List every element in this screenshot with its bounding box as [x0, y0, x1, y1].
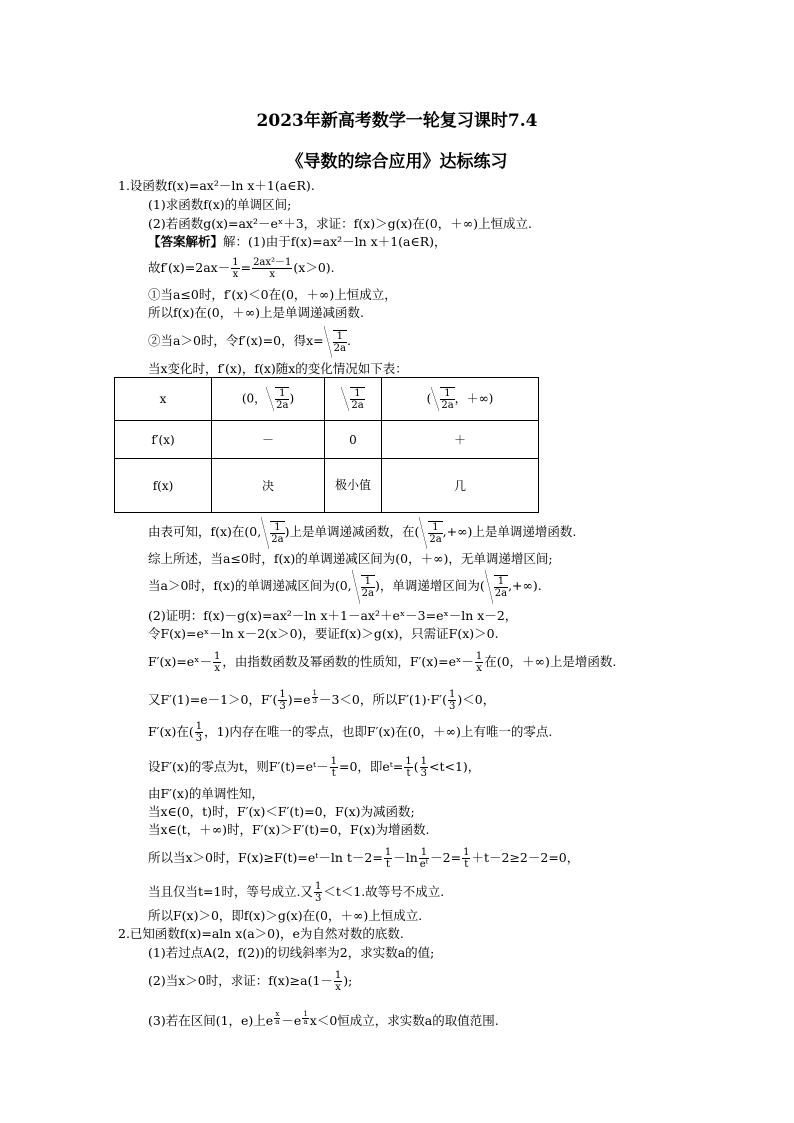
fraction: $\frac{\text{2ax²－1}}{x}$	[253, 257, 292, 280]
answer-tag: 【答案解析】	[148, 234, 224, 249]
f-right: 几	[382, 459, 539, 513]
q1-stem: 1.设函数f(x)=ax²－ln x＋1(a∈R).	[118, 178, 315, 193]
q1-summary3	[148, 569, 542, 604]
q1-proof-c	[148, 647, 616, 677]
text: ,+∞)上是单调递增函数.	[442, 524, 577, 539]
text: 所以当x＞0时，F(x)≥F(t)=eᵗ－ln t－2=	[148, 850, 383, 865]
q1-proof-a: (2)证明：f(x)－g(x)=ax²－ln x＋1－ax²＋eˣ－3=eˣ－ln x－2，	[148, 608, 518, 623]
text: 当且仅当t=1时，等号成立.又	[148, 884, 313, 899]
text: －e	[281, 1013, 302, 1029]
fraction: $\frac{1}{t}$	[405, 756, 412, 779]
sqrt: $\frac{1}{2a}$	[324, 326, 347, 358]
interval-right: ( $\frac{1}{2a}$ ，＋∞)	[382, 378, 539, 421]
fraction: $\frac{1}{x}$	[475, 651, 483, 674]
text: 在(0，＋∞)上是增函数.	[484, 654, 617, 669]
fraction: $\frac{1}{x}$	[213, 651, 221, 674]
text: =	[240, 260, 252, 275]
fraction: $\frac{1}{t}$	[384, 847, 392, 870]
header-fprime: f′(x)	[115, 421, 212, 459]
sqrt: $\frac{1}{2a}$	[352, 570, 375, 604]
text: )=e	[287, 692, 311, 708]
page-subtitle: 《导数的综合应用》达标练习	[286, 152, 508, 172]
text: 又F′(1)=e－1＞0，F′(	[148, 692, 278, 708]
text: )上是单调递减函数，在(	[284, 524, 420, 539]
q1-proof-i: 当x∈(t，＋∞)时，F′(x)＞F′(t)=0，F(x)为增函数.	[148, 822, 430, 837]
interval-left: (0， $\frac{1}{2a}$ )	[212, 378, 325, 421]
q1-proof-d	[148, 682, 495, 715]
variation-table	[114, 377, 539, 513]
text: F′(x)=eˣ－	[148, 654, 212, 669]
f-left: 决	[212, 459, 325, 513]
sqrt: $\frac{1}{2a}$	[419, 517, 442, 549]
answer-text: 解：(1)由于f(x)=ax²－ln x＋1(a∈R)，	[223, 234, 447, 249]
q2-part3	[148, 1003, 499, 1036]
text: x＜0恒成立，求实数a的取值范围.	[309, 1013, 499, 1029]
text: (	[413, 759, 419, 774]
text: 当a＞0时，f(x)的单调递减区间为(0,	[148, 578, 352, 593]
q1-part1: (1)求函数f(x)的单调区间;	[148, 197, 292, 212]
q1-proof-j	[148, 842, 579, 874]
text: (2)当x＞0时，求证：f(x)≥a(1－	[148, 973, 333, 988]
text: (x＞0).	[293, 260, 335, 275]
text: .	[346, 333, 351, 348]
fraction: $\frac{1}{3}$	[420, 756, 427, 779]
sqrt: $\frac{1}{2a}$	[485, 570, 508, 604]
text: );	[343, 973, 353, 988]
text: ，1)内存在唯一的零点，也即F′(x)在(0，＋∞)上有唯一的零点.	[204, 724, 553, 739]
fraction: $\frac{1}{3}$	[279, 689, 286, 713]
text: －ln	[393, 850, 418, 865]
header-x: x	[115, 378, 212, 421]
text: －2=	[430, 850, 462, 865]
q1-proof-f	[148, 752, 480, 782]
text: F′(x)在(	[148, 724, 194, 739]
text: 故f′(x)=2ax－	[148, 260, 231, 275]
critical-point: $\frac{1}{2a}$	[325, 378, 382, 421]
text: ,+∞).	[508, 578, 542, 593]
fraction: $\frac{1}{t}$	[463, 847, 470, 870]
fraction: $\frac{1}{\text{eᵗ}}$	[419, 847, 429, 870]
text: －3＜0，所以F′(1)·F′(	[318, 692, 447, 708]
q1-proof-b: 令F(x)=eˣ－ln x－2(x＞0)，要证f(x)＞g(x)，只需证F(x)＞0.	[148, 626, 499, 641]
q2-part1: (1)若过点A(2，f(2))的切线斜率为2，求实数a的值;	[148, 945, 435, 960]
fraction: 1 a	[303, 1009, 308, 1026]
q1-derivative-line	[148, 253, 335, 283]
text: ＋t－2≥2－2=0，	[471, 850, 580, 865]
q1-proof-e	[148, 717, 552, 747]
q1-case2	[148, 325, 351, 358]
fraction: $\frac{1}{x}$	[334, 970, 342, 993]
q2-part2	[148, 966, 352, 996]
text: ，由指数函数及幂函数的性质知，F′(x)=eˣ－	[222, 654, 474, 669]
text: =0，即eᵗ=	[338, 759, 404, 774]
fraction: $\frac{1}{t}$	[330, 756, 337, 779]
fraction: $\frac{1}{x}$	[232, 257, 239, 280]
q2-stem: 2.已知函数f(x)=aln x(a＞0)，e为自然对数的底数.	[118, 926, 404, 941]
q1-proof-h: 当x∈(0，t)时，F′(x)＜F′(t)=0，F(x)为减函数;	[148, 804, 415, 819]
text: (3)若在区间(1，e)上e	[148, 1013, 274, 1029]
page-title: 2023年新高考数学一轮复习课时7.4	[256, 111, 538, 131]
text: )＜0，	[457, 692, 496, 708]
header-f: f(x)	[115, 459, 212, 513]
sqrt: $\frac{1}{2a}$	[261, 517, 284, 549]
q1-summary1	[148, 516, 576, 549]
q1-proof-l: 所以F(x)＞0，即f(x)＞g(x)在(0，＋∞)上恒成立.	[148, 908, 423, 923]
fraction: x a	[275, 1009, 280, 1026]
fprime-mid: 0	[325, 421, 382, 459]
text: <t<1)，	[429, 759, 481, 774]
q1-answer-head	[148, 234, 447, 250]
f-mid: 极小值	[325, 459, 382, 513]
fraction: $\frac{1}{3}$	[448, 689, 456, 713]
text: 由表可知，f(x)在(0,	[148, 524, 262, 539]
q1-table-intro: 当x变化时，f′(x)，f(x)随x的变化情况如下表：	[148, 361, 408, 376]
fprime-left: －	[212, 421, 325, 459]
q1-proof-k	[148, 877, 444, 907]
q1-summary2: 综上所述，当a≤0时，f(x)的单调递减区间为(0，＋∞)，无单调递增区间;	[148, 551, 553, 566]
text: ②当a＞0时，令f′(x)=0，得x=	[148, 333, 324, 348]
q1-part2: (2)若函数g(x)=ax²－eˣ＋3，求证：f(x)＞g(x)在(0，＋∞)上恒成立.	[148, 216, 532, 231]
text: )，单调递增区间为(	[374, 578, 485, 593]
fprime-right: ＋	[382, 421, 539, 459]
fraction: 1 3	[312, 688, 317, 705]
text: ＜t＜1.故等号不成立.	[323, 884, 445, 899]
q1-case1b: 所以f(x)在(0，＋∞)上是单调递减函数.	[148, 305, 365, 320]
text: 设F′(x)的零点为t，则F′(t)=eᵗ－	[148, 759, 329, 774]
q1-case1: ①当a≤0时，f′(x)＜0在(0，＋∞)上恒成立，	[148, 287, 397, 302]
q1-proof-g: 由F′(x)的单调性知，	[148, 786, 264, 801]
fraction: $\frac{1}{3}$	[314, 881, 322, 904]
fraction: $\frac{1}{3}$	[195, 721, 203, 744]
